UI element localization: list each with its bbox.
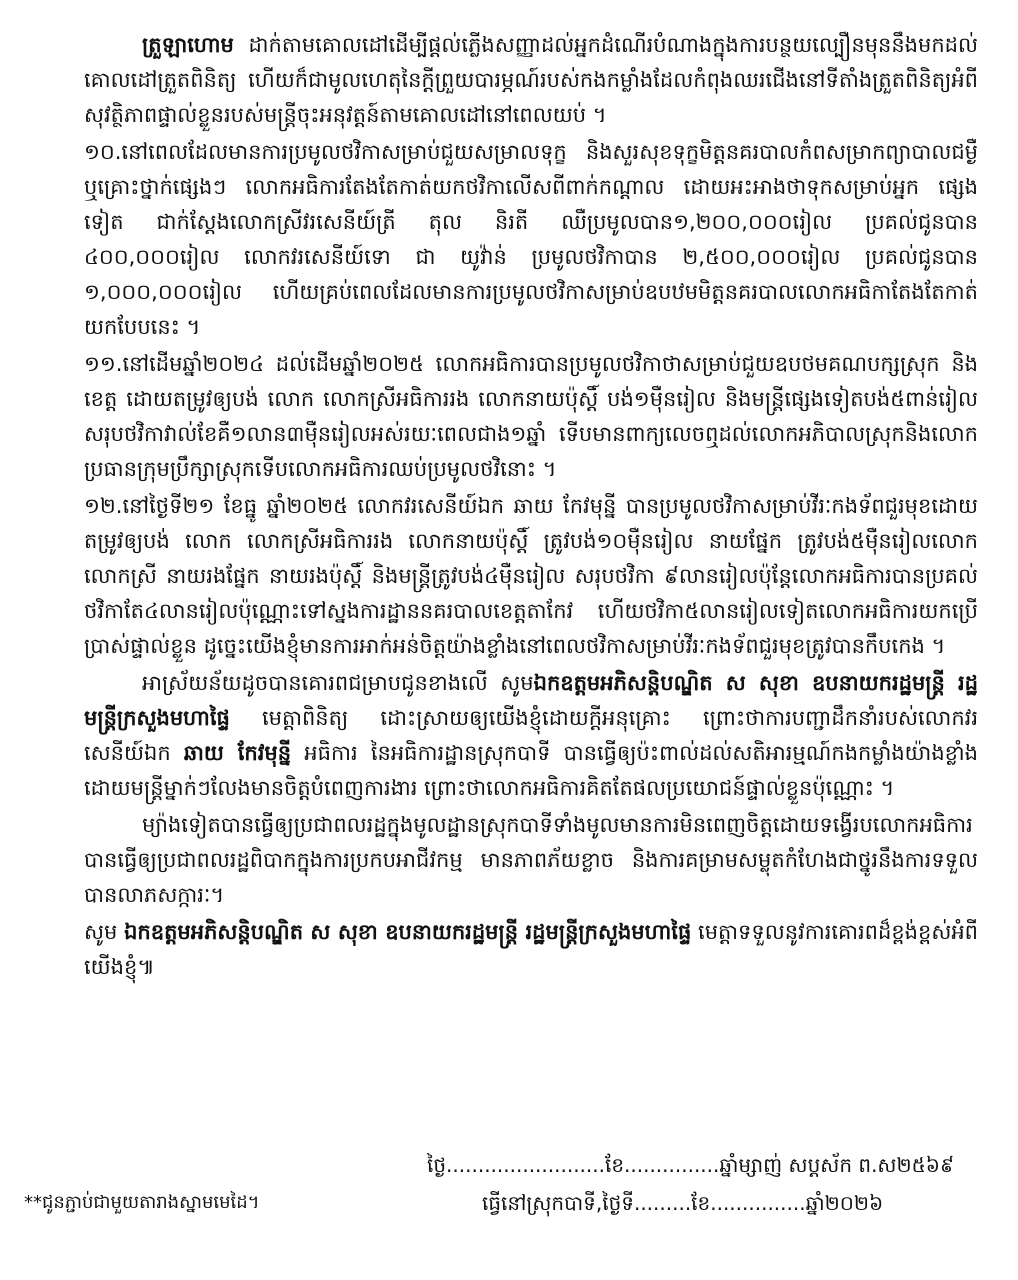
- paragraph-12: ១២.នៅថ្ងៃទី២១ ខែធ្នូ ឆ្នាំ២០២៥ លោកវរសេនីយ៍ឯក ឆាយ កែវមុន្នី បានប្រមូលថវិកាសម្រាប់វីរៈកងទ័ពជួរមុខដោយតម្រូវឲ្យបង់ លោក លោកស្រីអធិការរង លោកនាយប៉ុស្តិ៍ ត្រូវបង់១០ម៉ឺនរៀល នាយផ្នែក ត្រូវបង់៥ម៉ឺនរៀលលោក លោកស្រី នាយរងផ្នែក នាយរងប៉ុស្តិ៍ និងមន្ត្រីត្រូវបង់៤ម៉ឺនរៀល សរុបថវិកា ៩លានរៀលប៉ុន្តែលោកអធិការបានប្រគល់ថវិកាតែ៤លានរៀលប៉ុណ្ណោះទៅស្នងការដ្ឋាននគរបាលខេត្តតាកែវ ហើយថវិកា៥លានរៀលទៀតលោកអធិការយកប្រើប្រាស់ផ្ទាល់ខ្លួន ដូច្នេះយើងខ្ញុំមានការអាក់អន់ចិត្តយ៉ាងខ្លាំងនៅពេលថវិកាសម្រាប់វីរៈកងទ័ពជួរមុខត្រូវបានកឹបកេង ។: [84, 494, 978, 658]
- closing-paragraph: [84, 915, 978, 985]
- thumbprint-footnote: **ជូនភ្ជាប់ជាមួយតារាងស្នាមមេដៃ។: [24, 1192, 260, 1213]
- request-middle: មេត្តាពិនិត្យ ដោះស្រាយឲ្យយើងខ្ញុំដោយក្តីអនុគ្រោះ ព្រោះថាការបញ្ជាដឹកនាំរបស់លោកវរសេនីយ៍ឯក: [84, 706, 978, 765]
- intro-lead: ត្រួឡាហោម: [142, 33, 234, 57]
- paragraph-10: ១០.នៅពេលដែលមានការប្រមូលថវិកាសម្រាប់ជួយសម្រាលទុក្ខ និងសួរសុខទុក្ខមិត្តនគរបាលកំពសម្រាកព្យាបាលជម្ងឺ ឬគ្រោះថ្នាក់ផ្សេងៗ លោកអធិការតែងតែកាត់យកថវិកាលើសពីពាក់កណ្តាល ដោយអះអាងថាទុកសម្រាប់អ្នក ផ្សេងទៀត ជាក់ស្តែងលោកស្រីវរសេនីយ៍ត្រី តុល និរតី ឈឺប្រមូលបាន១,២០០,០០០រៀល ប្រគល់ជូនបាន ៤០០,០០០រៀល លោកវរសេនីយ៍ទោ ជា យូវ៉ាន់ ប្រមូលថវិកាបាន ២,៥០០,០០០រៀល ប្រគល់ជូនបាន ១,០០០,០០០រៀល ហើយគ្រប់ពេលដែលមានការប្រមូលថវិកាសម្រាប់ឧបឋមមិត្តនគរបាលលោកអធិកាតែងតែកាត់យកបែបនេះ ។: [84, 140, 978, 339]
- intro-paragraph: [84, 28, 978, 133]
- request-after: អធិការ នៃអធិការដ្ឋានស្រុកបាទី បានធ្វើឲ្យប៉ះពាល់ដល់សតិអារម្មណ៍កងកម្លាំងយ៉ាងខ្លាំង ដោយមន្ត្រីម្នាក់ៗលែងមានចិត្តបំពេញការងារ ព្រោះថាលោកអធិការគិតតែផលប្រយោជន៍ផ្ទាល់ខ្លួនប៉ុណ្ណោះ ។: [84, 741, 978, 800]
- closing-after: មេត្តាទទួលនូវការគោរពដ៏ខ្ពង់ខ្ពស់អំពីយើងខ្ញុំ៕: [84, 920, 978, 979]
- request-before: អាស្រ័យន័យដូចបានគោរពជម្រាបជូនខាងលើ សូម: [142, 671, 534, 695]
- paragraph-11: ១១.នៅដើមឆ្នាំ២០២៤ ដល់ដើមឆ្នាំ២០២៥ លោកអធិការបានប្រមូលថវិកាថាសម្រាប់ជួយឧបថមគណបក្សស្រុក និងខេត្ត ដោយតម្រូវឲ្យបង់ លោក លោកស្រីអធិការរង លោកនាយប៉ុស្តិ៍ បង់១ម៉ឺនរៀល និងមន្ត្រីផ្សេងទៀតបង់៥ពាន់រៀល សរុបថវិកាវាល់ខែគឺ១លាន៣ម៉ឺនរៀលអស់រយៈពេលជាង១ឆ្នាំ ទើបមានពាក្យលេចឮដល់លោកអភិបាលស្រុកនិងលោកប្រធានក្រុមប្រឹក្សាស្រុកទើបលោកអធិការឈប់ប្រមូលថវិនោះ ។: [84, 352, 978, 481]
- accused-name: ឆាយ កែវមុន្នី: [183, 741, 292, 765]
- request-honorific: ឯកឧត្តមអភិសន្តិបណ្ឌិត ស សុខា ឧបនាយករដ្ឋមន្ត្រី រដ្ឋមន្ត្រីក្រសួងមហាផ្ទៃ: [84, 671, 979, 730]
- intro-text: ដាក់តាមគោលដៅដើម្បីផ្តល់ភ្លើងសញ្ញាដល់អ្នកដំណើរបំណាងក្នុងការបន្ថយល្បឿនមុននឹងមកដល់គោលដៅត្រួតពិនិត្យ ហើយក៏ជាមូលហេតុនៃក្តីព្រួយបារម្ភណ៍របស់កងកម្លាំងដែលកំពុងឈរជើងនៅទីតាំងត្រួតពិនិត្យអំពីសុវត្ថិភាពផ្ទាល់ខ្លួនរបស់មន្ត្រីចុះអនុវត្តន៍តាមគោលដៅនៅពេលយប់ ។: [84, 33, 978, 127]
- impact-paragraph: ម្យ៉ាងទៀតបានធ្វើឲ្យប្រជាពលរដ្ឋក្នុងមូលដ្ឋានស្រុកបាទីទាំងមូលមានការមិនពេញចិត្តដោយទង្វើរបលោកអធិការបានធ្វើឲ្យប្រជាពលរដ្ឋពិបាកក្នុងការប្រកបអាជីវកម្ម មានភាពភ័យខ្លាច និងការគម្រាមសម្លុតកំហែងជាថ្នូរនឹងការទទួលបានលាភសក្ការៈ។: [84, 813, 978, 907]
- request-paragraph: [84, 666, 978, 806]
- place-date-line: ធ្វើនៅស្រុកបាទី,ថ្ងៃទី.........ខែ...............ឆ្នាំ២០២៦: [482, 1191, 884, 1215]
- closing-honorific: ឯកឧត្តមអភិសន្តិបណ្ឌិត ស សុខា ឧបនាយករដ្ឋមន្ត្រី រដ្ឋមន្ត្រីក្រសួងមហាផ្ទៃ: [124, 920, 692, 944]
- closing-before: សូម: [84, 920, 125, 944]
- lunar-date-line: ថ្ងៃ.........................ខែ...............ឆ្នាំម្សាញ់ សប្តស័ក ព.ស២៥៦៩: [427, 1153, 955, 1177]
